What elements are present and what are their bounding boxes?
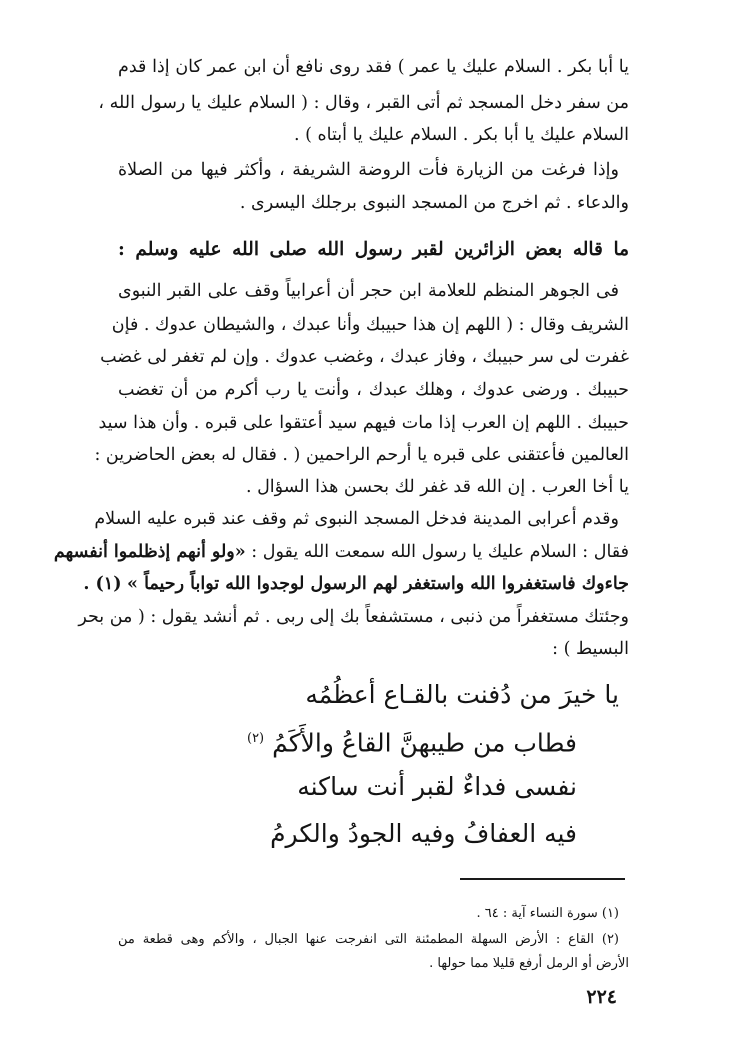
page-number: ٢٢٤ (586, 986, 617, 1008)
body-text: فقال : السلام عليك يا رسول الله سمعت الله يقول : (251, 542, 629, 562)
footnote: (٢) القاع : الأرض السهلة المطمئنة التى انفرجت عنها الجبال ، والأكم وهى قطعة من (118, 932, 619, 947)
body-line: السلام عليك يا أبا بكر . السلام عليك يا أبتاه ) . (293, 125, 629, 145)
body-line: حبيبك . اللهم إن العرب إذا مات فيهم سيد أعتقوا على قبره . وأن هذا سيد (98, 413, 629, 433)
body-line: فى الجوهر المنظم للعلامة ابن حجر أن أعرابياً وقف على القبر النبوى (118, 281, 619, 301)
body-line: والدعاء . ثم اخرج من المسجد النبوى برجلك اليسرى . (239, 193, 629, 213)
section-heading: ما قاله بعض الزائرين لقبر رسول الله صلى الله عليه وسلم : (118, 239, 629, 260)
body-line: وإذا فرغت من الزيارة فأت الروضة الشريفة ، وأكثر فيها من الصلاة (118, 160, 619, 180)
body-line: وقدم أعرابى المدينة فدخل المسجد النبوى ثم وقف عند قبره عليه السلام (94, 509, 619, 529)
body-line (53, 535, 629, 569)
body-line: البسيط ) : (552, 639, 629, 659)
body-line: من سفر دخل المسجد ثم أتى القبر ، وقال : ( السلام عليك يا رسول الله ، (98, 93, 629, 113)
footnote: (١) سورة النساء آية : ٦٤ . (476, 906, 619, 921)
body-line: غفرت لى سر حبيبك ، وفاز عبدك ، وغضب عدوك . وإن لم تغفر لى غضب (100, 347, 629, 367)
poem-verse: نفسى فداءٌ لقبر أنت ساكنه (297, 772, 577, 801)
body-line: حبيبك . ورضى عدوك ، وهلك عبدك ، وأنت يا رب أكرم من أن تغضب (118, 380, 629, 400)
footnote: الأرض أو الرمل أرفع قليلا مما حولها . (429, 956, 629, 971)
body-line (83, 567, 629, 601)
poem-verse: يا خيرَ من دُفنت بالقـاع أعظُمُه (305, 680, 619, 709)
body-line: يا أبا بكر . السلام عليك يا عمر ) فقد روى نافع أن ابن عمر كان إذا قدم (118, 57, 629, 77)
footnote-divider (460, 878, 625, 880)
footnote-ref: (٢) (246, 731, 265, 746)
quran-quote: جاءوك فاستغفروا الله واستغفر لهم الرسول لوجدوا الله تواباً رحيماً » (127, 574, 629, 594)
body-line: العالمين فأعتقنى على قبره يا أرحم الراحمين ( . فقال له بعض الحاضرين : (94, 445, 629, 465)
body-line: وجئتك مستغفراً من ذنبى ، مستشفعاً بك إلى ربى . ثم أنشد يقول : ( من بحر (78, 607, 629, 627)
body-line: يا أخا العرب . إن الله قد غفر لك بحسن هذا السؤال . (245, 477, 629, 497)
poem-verse (247, 717, 577, 765)
poem-verse: فيه العفافُ وفيه الجودُ والكرمُ (270, 819, 577, 848)
poem-verse-text: فطاب من طيبهنَّ القاعُ والأَكَمُ (272, 728, 577, 758)
body-line: الشريف وقال : ( اللهم إن هذا حبيبك وأنا عبدك ، والشيطان عدوك . فإن (111, 315, 629, 335)
footnote-ref: (١) . (83, 574, 122, 594)
quran-quote: «ولو أنهم إذظلموا أنفسهم (53, 542, 246, 562)
